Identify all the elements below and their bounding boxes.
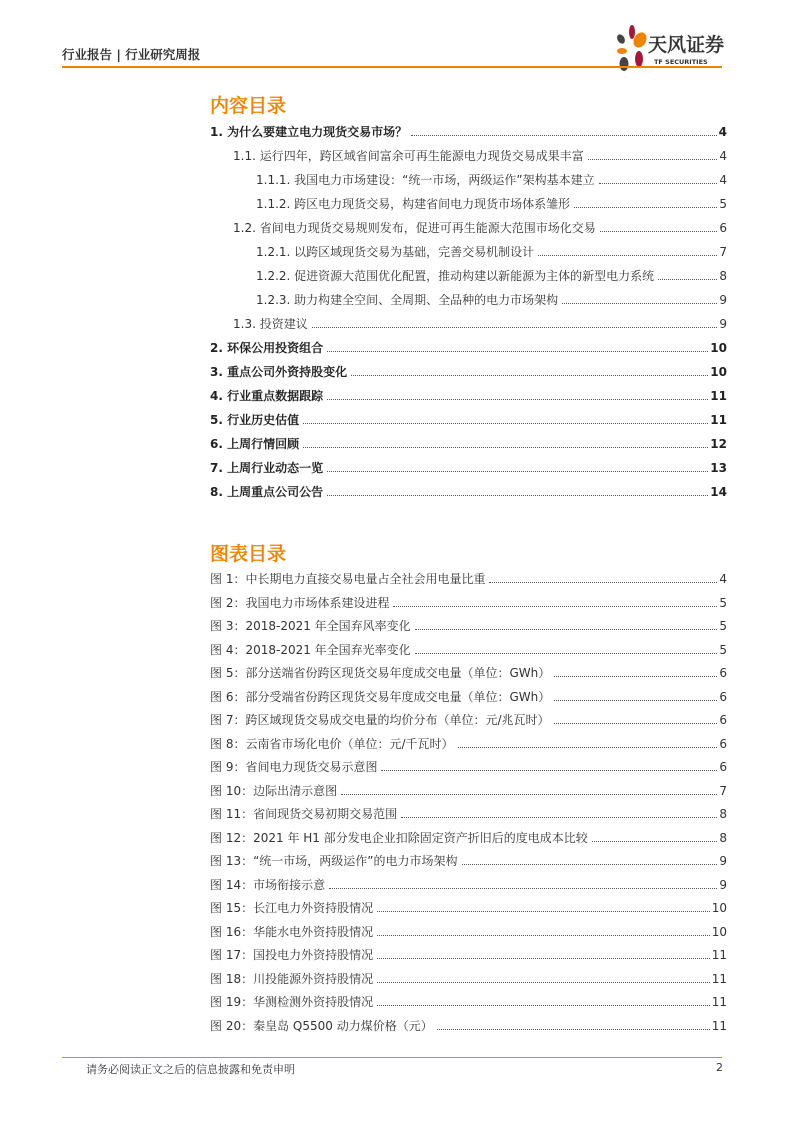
logo-text-cn: 天风证券 — [648, 34, 725, 56]
toc-entry[interactable] — [256, 243, 727, 261]
dot-leader — [327, 398, 708, 400]
fig-entry[interactable] — [210, 664, 727, 682]
dot-leader — [377, 910, 710, 912]
entry-label: 3. 重点公司外资持股变化 — [210, 365, 348, 379]
dot-leader — [658, 278, 717, 280]
entry-page-number: 12 — [710, 437, 727, 451]
entry-page-number: 9 — [719, 293, 727, 307]
dot-leader — [341, 793, 717, 795]
fig-entry[interactable] — [210, 617, 727, 635]
dot-leader — [327, 350, 708, 352]
entry-label: 1.2. 省间电力现货交易规则发布，促进可再生能源大范围市场化交易 — [233, 221, 596, 235]
toc-entry[interactable] — [210, 435, 727, 453]
entry-page-number: 10 — [711, 924, 727, 939]
entry-page-number: 5 — [719, 642, 727, 657]
fig-entry[interactable] — [210, 711, 727, 729]
dot-leader — [538, 254, 717, 256]
entry-page-number: 7 — [719, 245, 727, 259]
toc-entry[interactable] — [210, 459, 727, 477]
entry-label: 5. 行业历史估值 — [210, 413, 300, 427]
entry-page-number: 6 — [719, 736, 727, 751]
dot-leader — [393, 605, 717, 607]
fig-entry[interactable] — [210, 876, 727, 894]
entry-label: 图 13：“统一市场，两级运作”的电力市场架构 — [210, 854, 458, 868]
report-type-header: 行业报告 | 行业研究周报 — [62, 47, 201, 62]
entry-page-number: 11 — [711, 948, 727, 962]
entry-label: 图 20：秦皇岛 Q5500 动力煤价格（元） — [210, 1018, 433, 1033]
entry-label: 图 19：华测检测外资持股情况 — [210, 995, 374, 1009]
page-number: 2 — [716, 1061, 723, 1074]
footer-disclaimer: 请务必阅读正文之后的信息披露和免责申明 — [86, 1063, 295, 1076]
dot-leader — [592, 840, 718, 842]
entry-page-number: 9 — [719, 877, 727, 892]
toc-entry[interactable] — [233, 219, 727, 237]
entry-label: 图 4：2018-2021 年全国弃光率变化 — [210, 642, 411, 657]
entry-label: 1. 为什么要建立电力现货交易市场？ — [210, 125, 408, 139]
entry-label: 图 12：2021 年 H1 部分发电企业扣除固定资产折旧后的度电成本比较 — [210, 830, 588, 845]
entry-label: 图 18：川投能源外资持股情况 — [210, 971, 374, 986]
entry-label: 图 16：华能水电外资持股情况 — [210, 924, 374, 939]
entry-page-number: 11 — [711, 995, 727, 1009]
dot-leader — [599, 182, 718, 184]
toc-entry[interactable] — [256, 291, 727, 309]
entry-label: 1.1.2. 跨区电力现货交易，构建省间电力现货市场体系雏形 — [256, 197, 571, 211]
entry-page-number: 14 — [710, 485, 727, 499]
dot-leader — [377, 934, 710, 936]
entry-label: 8. 上周重点公司公告 — [210, 485, 324, 499]
fig-entry[interactable] — [210, 829, 727, 847]
fig-entry[interactable] — [210, 570, 727, 588]
entry-label: 图 2：我国电力市场体系建设进程 — [210, 595, 390, 610]
entry-label: 图 15：长江电力外资持股情况 — [210, 901, 374, 915]
entry-page-number: 4 — [719, 149, 727, 163]
toc-entry[interactable] — [256, 195, 727, 213]
dot-leader — [415, 628, 718, 630]
dot-leader — [303, 422, 708, 424]
entry-page-number: 9 — [719, 317, 727, 331]
entry-label: 图 6：部分受端省份跨区现货交易年度成交电量（单位：GWh） — [210, 689, 551, 704]
dot-leader — [462, 863, 718, 865]
entry-page-number: 6 — [719, 713, 727, 727]
dot-leader — [327, 494, 708, 496]
entry-label: 6. 上周行情回顾 — [210, 437, 300, 451]
dot-leader — [600, 230, 718, 232]
fig-entry[interactable] — [210, 641, 727, 659]
entry-page-number: 10 — [711, 901, 727, 915]
entry-label: 图 7：跨区域现货交易成交电量的均价分布（单位：元/兆瓦时） — [210, 713, 550, 727]
entry-page-number: 4 — [719, 572, 727, 586]
entry-label: 图 1：中长期电力直接交易电量占全社会用电量比重 — [210, 572, 486, 586]
entry-page-number: 11 — [710, 413, 727, 427]
dot-leader — [377, 957, 710, 959]
dot-leader — [411, 134, 717, 136]
dot-leader — [562, 302, 717, 304]
entry-page-number: 6 — [719, 221, 727, 235]
toc-entry[interactable] — [210, 483, 727, 501]
entry-page-number: 4 — [718, 125, 727, 139]
entry-page-number: 11 — [711, 1018, 727, 1033]
dot-leader — [588, 158, 718, 160]
entry-page-number: 5 — [719, 595, 727, 610]
dot-leader — [312, 326, 718, 328]
entry-page-number: 13 — [710, 461, 727, 475]
dot-leader — [437, 1028, 710, 1030]
header-divider — [62, 66, 722, 68]
fig-entry[interactable] — [210, 923, 727, 941]
entry-label: 图 9：省间电力现货交易示意图 — [210, 760, 378, 774]
entry-label: 图 17：国投电力外资持股情况 — [210, 948, 374, 962]
dot-leader — [554, 675, 717, 677]
entry-page-number: 10 — [710, 341, 727, 355]
dot-leader — [377, 1004, 710, 1006]
dot-leader — [489, 581, 717, 583]
entry-label: 图 3：2018-2021 年全国弃风率变化 — [210, 619, 411, 633]
entry-label: 图 10：边际出清示意图 — [210, 783, 338, 798]
entry-label: 1.2.1. 以跨区域现货交易为基础，完善交易机制设计 — [256, 245, 535, 259]
dot-leader — [303, 446, 708, 448]
dot-leader — [415, 652, 718, 654]
toc-entry[interactable] — [256, 171, 727, 189]
fig-entry[interactable] — [210, 852, 727, 870]
entry-label: 图 14：市场衔接示意 — [210, 877, 326, 892]
entry-page-number: 8 — [719, 807, 727, 821]
dot-leader — [554, 699, 717, 701]
entry-page-number: 6 — [719, 689, 727, 704]
entry-label: 1.2.3. 助力构建全空间、全周期、全品种的电力市场架构 — [256, 293, 559, 307]
toc-entry[interactable] — [210, 387, 727, 405]
fig-entry[interactable] — [210, 782, 727, 800]
entry-page-number: 9 — [719, 854, 727, 868]
fig-entry[interactable] — [210, 758, 727, 776]
fig-entry[interactable] — [210, 688, 727, 706]
entry-page-number: 5 — [719, 197, 727, 211]
entry-label: 1.2.2. 促进资源大范围优化配置，推动构建以新能源为主体的新型电力系统 — [256, 269, 655, 283]
dot-leader — [401, 816, 717, 818]
fig-entry[interactable] — [210, 970, 727, 988]
dot-leader — [377, 981, 710, 983]
fig-entry[interactable] — [210, 805, 727, 823]
toc-title: 内容目录 — [210, 95, 287, 117]
dot-leader — [351, 374, 708, 376]
footer-divider — [62, 1057, 722, 1058]
dot-leader — [574, 206, 717, 208]
toc-entry[interactable] — [210, 123, 727, 141]
toc-entry[interactable] — [210, 411, 727, 429]
entry-page-number: 4 — [719, 173, 727, 187]
fig-entry[interactable] — [210, 946, 727, 964]
entry-page-number: 10 — [710, 365, 727, 379]
entry-page-number: 6 — [719, 666, 727, 680]
entry-label: 4. 行业重点数据跟踪 — [210, 389, 324, 403]
fig-entry[interactable] — [210, 594, 727, 612]
entry-page-number: 5 — [719, 619, 727, 633]
toc-entry[interactable] — [233, 315, 727, 333]
toc-entry[interactable] — [210, 363, 727, 381]
dot-leader — [458, 746, 718, 748]
fig-entry[interactable] — [210, 993, 727, 1011]
toc-entry[interactable] — [210, 339, 727, 357]
entry-page-number: 8 — [719, 830, 727, 845]
entry-label: 图 11：省间现货交易初期交易范围 — [210, 807, 398, 821]
entry-label: 图 8：云南省市场化电价（单位：元/千瓦时） — [210, 736, 454, 751]
entry-page-number: 6 — [719, 760, 727, 774]
dot-leader — [327, 470, 708, 472]
entry-label: 图 5：部分送端省份跨区现货交易年度成交电量（单位：GWh） — [210, 666, 551, 680]
toc-entry[interactable] — [256, 267, 727, 285]
entry-label: 1.1.1. 我国电力市场建设：“统一市场，两级运作”架构基本建立 — [256, 173, 595, 187]
dot-leader — [554, 722, 718, 724]
fig-entry[interactable] — [210, 899, 727, 917]
logo-text-en: TF SECURITIES — [654, 58, 708, 66]
entry-page-number: 8 — [719, 269, 727, 283]
entry-label: 2. 环保公用投资组合 — [210, 341, 324, 355]
entry-label: 7. 上周行业动态一览 — [210, 461, 324, 475]
figure-list-title: 图表目录 — [210, 543, 287, 565]
entry-label: 1.3. 投资建议 — [233, 317, 308, 331]
fig-entry[interactable] — [210, 1017, 727, 1035]
entry-page-number: 7 — [719, 783, 727, 798]
entry-page-number: 11 — [710, 389, 727, 403]
entry-label: 1.1. 运行四年，跨区域省间富余可再生能源电力现货交易成果丰富 — [233, 149, 584, 163]
toc-entry[interactable] — [233, 147, 727, 165]
entry-page-number: 11 — [711, 971, 727, 986]
dot-leader — [381, 769, 717, 771]
fig-entry[interactable] — [210, 735, 727, 753]
dot-leader — [329, 887, 717, 889]
